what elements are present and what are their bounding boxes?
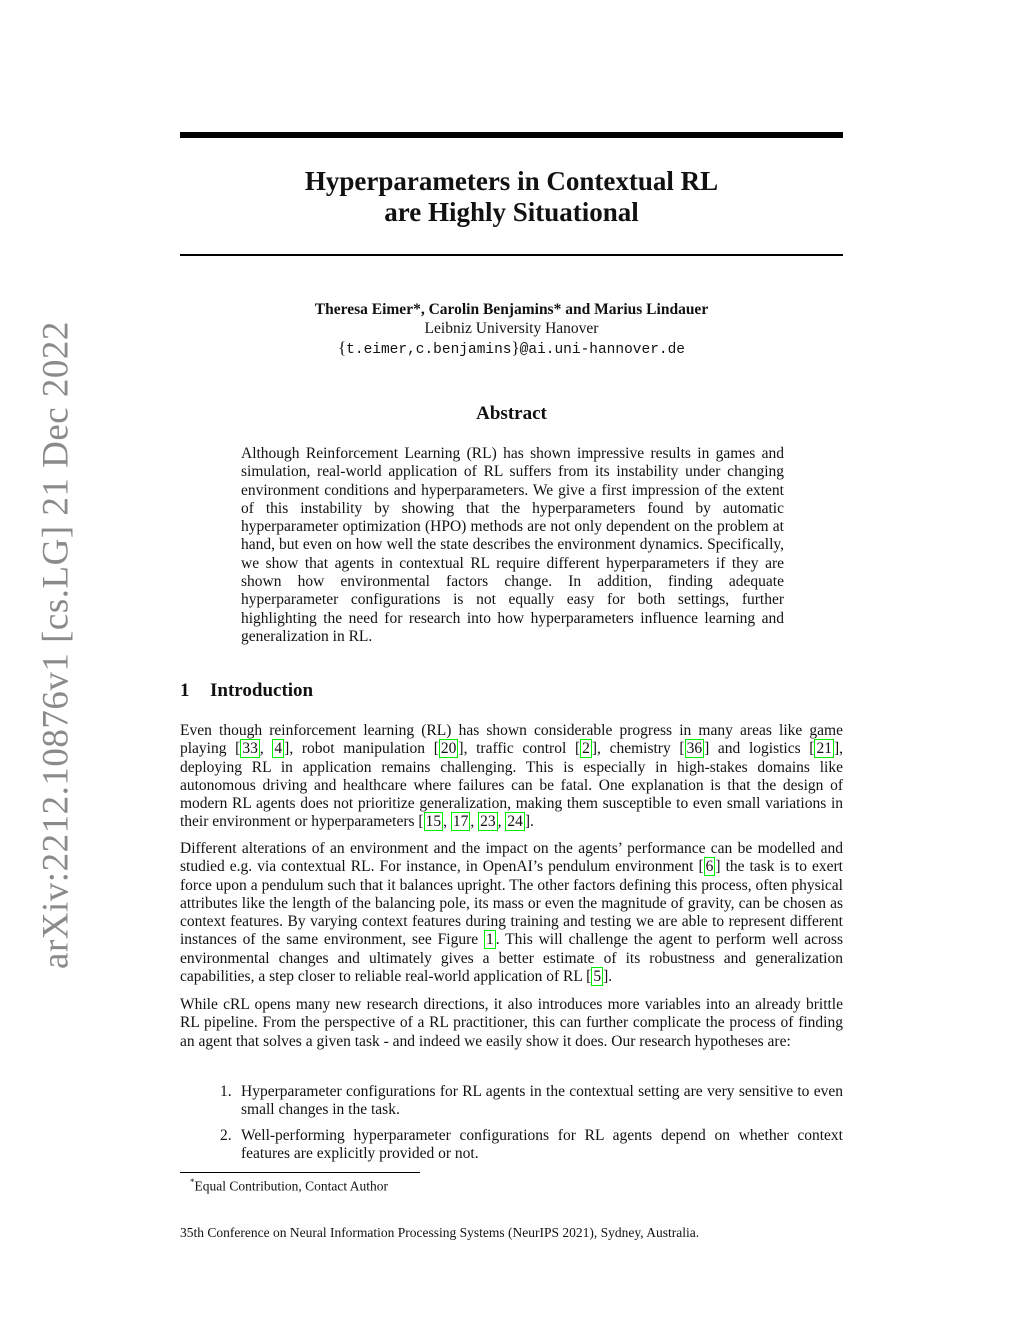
list-item <box>180 1083 843 1120</box>
author-affiliation: Leibniz University Hanover <box>424 320 599 337</box>
author-emails: {t.eimer,c.benjamins}@ai.uni-hannover.de <box>338 338 685 358</box>
footnote-text: Equal Contribution, Contact Author <box>194 1178 388 1194</box>
footnote-rule <box>180 1172 420 1173</box>
hypotheses-list <box>180 1083 843 1170</box>
arxiv-identifier-stamp: arXiv:2212.10876v1 [cs.LG] 21 Dec 2022 <box>35 321 77 969</box>
intro-paragraph-2: Different alterations of an environment and the impact on the agents’ performance can be modelled and studied e.g. via contextual RL. For instance, in OpenAI’s pendulum environment [ 6 ] the task is to exert force upon a pendulum such that it balances upright. The other factors defining this process, often physical attributes like the length of the balancing pole, its mass or even the magnitude of gravity, can be chosen as context features. By varying context features during training and testing we are able to represent different instances of the same environment, see Figure 1 . This will challenge the agent to perform well across environmental changes and ultimately gives a better estimate of its robustness and generalization capabilities, a step closer to reliable real-world application of RL [ 5 ]. <box>180 840 843 986</box>
list-marker: 1. <box>220 1083 232 1100</box>
title-line-1: Hyperparameters in Contextual RL <box>304 166 719 196</box>
venue-footer: 35th Conference on Neural Information Processing Systems (NeurIPS 2021), Sydney, Australia. <box>180 1225 700 1240</box>
citation-link[interactable]: 15 <box>425 813 442 831</box>
section-heading-introduction <box>180 680 313 702</box>
list-item-text: Hyperparameter configurations for RL agents in the contextual setting are very sensitive to even small changes in the task. <box>241 1083 843 1119</box>
citation-link[interactable]: 24 <box>507 813 523 831</box>
paper-title <box>180 166 843 228</box>
citation-link[interactable]: 6 <box>705 858 714 876</box>
citation-link[interactable]: 33 <box>242 740 258 758</box>
citation-link[interactable]: 23 <box>480 813 496 831</box>
citation-link[interactable]: 2 <box>582 740 590 758</box>
citation-link[interactable]: 20 <box>440 740 457 758</box>
title-bottom-rule <box>180 254 843 256</box>
intro-paragraph-3: While cRL opens many new research directions, it also introduces more variables into an already brittle RL pipeline. From the perspective of a RL practitioner, this can further complicate the process of finding an agent that solves a given task - and indeed we easily show it does. Our research hypotheses are: <box>180 996 843 1050</box>
citation-link[interactable]: 4 <box>274 740 283 758</box>
section-title: Introduction <box>210 680 314 701</box>
section-number: 1 <box>180 680 190 701</box>
list-item-text: Well-performing hyperparameter configurations for RL agents depend on whether context features are explicitly provided or not. <box>241 1126 843 1162</box>
email-domain: @ai.uni-hannover.de <box>519 342 685 358</box>
email-users: t.eimer,c.benjamins <box>346 342 512 358</box>
citation-link[interactable]: 21 <box>816 740 832 758</box>
citation-link[interactable]: 5 <box>593 968 602 986</box>
citation-link[interactable]: 36 <box>686 740 703 758</box>
author-names: Theresa Eimer*, Carolin Benjamins* and Marius Lindauer <box>314 301 709 318</box>
title-line-2: are Highly Situational <box>384 197 639 227</box>
title-top-rule <box>180 132 843 138</box>
abstract-text: Although Reinforcement Learning (RL) has shown impressive results in games and simulation, real-world application of RL suffers from its instability under changing environment conditions and hyperparameters. We give a first impression of the extent of this instability by showing that the hyperparameters found by automatic hyperparameter optimization (HPO) methods are not only dependent on the problem at hand, but even on how well the state describes the environment dynamics. Specifically, we show that agents in contextual RL require different hyperparameters if they are shown how environmental factors change. In addition, finding adequate hyperparameter configurations is not equally easy for both settings, further highlighting the need for research into how hyperparameters influence learning and generalization in RL. <box>241 445 784 645</box>
figure-reference-link[interactable]: 1 <box>485 931 494 949</box>
author-block <box>180 300 843 360</box>
citation-link[interactable]: 17 <box>452 813 469 831</box>
list-marker: 2. <box>220 1126 232 1144</box>
list-item <box>180 1127 843 1164</box>
abstract-heading: Abstract <box>476 403 547 424</box>
intro-paragraph-1: Even though reinforcement learning (RL) has shown considerable progress in many areas like game playing [ 33 , 4 ], robot manipulation [ 20 ], traffic control [ 2 ], chemistry [ 36 ] and logistics [ 21 ], deploying RL in application remains challenging. This is especially in high-stakes domains like autonomous driving and healthcare where failures can be fatal. One explanation is that the design of modern RL agents does not prioritize generalization, making them susceptible to even small variations in their environment or hyperparameters [ 15 , 17 , 23 , 24 ]. <box>180 722 844 831</box>
footnote <box>190 1177 388 1195</box>
footnote-mark: * <box>190 1177 195 1187</box>
